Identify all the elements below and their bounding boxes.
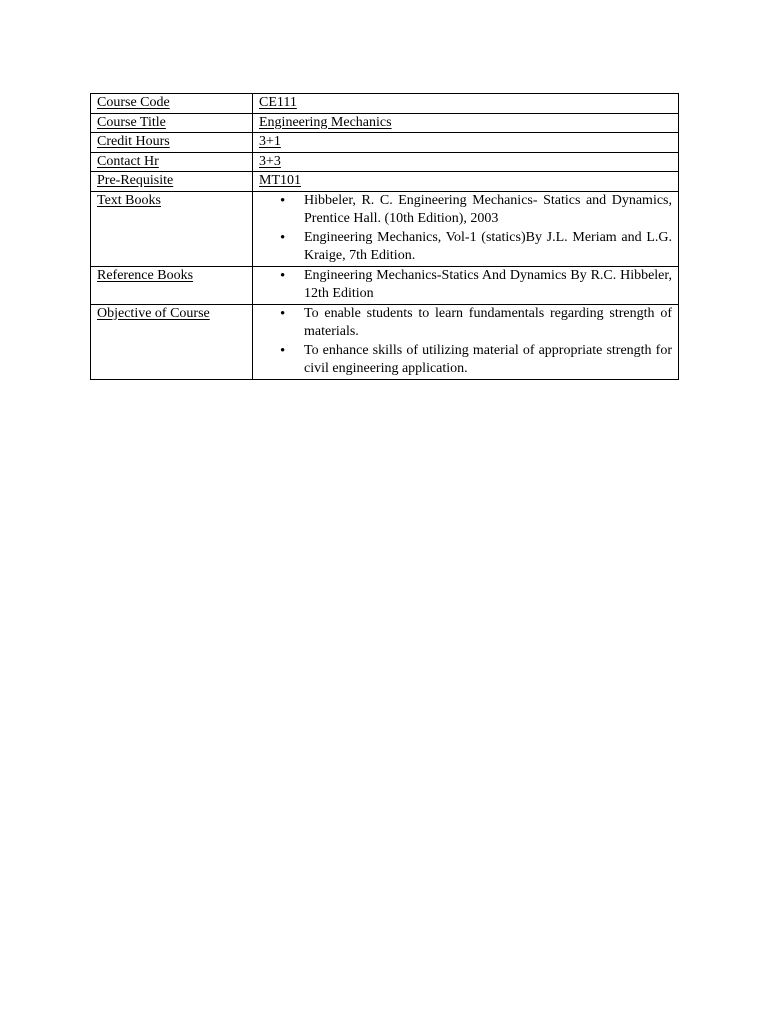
objective-list	[259, 305, 672, 379]
course-code-label: Course Code	[97, 95, 170, 110]
row-course-title	[91, 113, 679, 133]
reference-books-list	[259, 267, 672, 304]
text-book-item: • Engineering Mechanics, Vol-1 (statics)By J.L. Meriam and L.G. Kraige, 7th Edition.	[304, 229, 672, 266]
reference-book-item: • Engineering Mechanics-Statics And Dynamics By R.C. Hibbeler, 12th Edition	[304, 267, 672, 304]
reference-books-label: Reference Books	[97, 267, 194, 283]
text-books-label: Text Books	[97, 192, 161, 208]
objective-item: • To enable students to learn fundamentals regarding strength of materials.	[304, 305, 672, 342]
contact-hr-label: Contact Hr	[97, 153, 159, 169]
row-course-code	[91, 94, 679, 114]
row-objective	[91, 304, 679, 379]
pre-requisite-value: MT101	[259, 173, 301, 188]
course-code-value: CE111	[259, 95, 297, 110]
course-title-value: Engineering Mechanics	[259, 114, 392, 130]
objective-item: • To enhance skills of utilizing material of appropriate strength for civil engineering application.	[304, 342, 672, 379]
row-reference-books	[91, 266, 679, 304]
row-credit-hours	[91, 133, 679, 153]
text-books-list	[259, 192, 672, 266]
row-contact-hr	[91, 152, 679, 172]
contact-hr-value: 3+3	[259, 153, 281, 169]
text-book-item: • Hibbeler, R. C. Engineering Mechanics- Statics and Dynamics, Prentice Hall. (10th Edition), 2003	[304, 192, 672, 229]
row-text-books	[91, 191, 679, 266]
course-title-label: Course Title	[97, 114, 166, 130]
credit-hours-label: Credit Hours	[97, 134, 170, 149]
pre-requisite-label: Pre-Requisite	[97, 173, 174, 188]
row-pre-requisite	[91, 172, 679, 192]
credit-hours-value: 3+1	[259, 134, 281, 149]
objective-label: Objective of Course	[97, 305, 210, 321]
course-info-table	[90, 93, 679, 380]
